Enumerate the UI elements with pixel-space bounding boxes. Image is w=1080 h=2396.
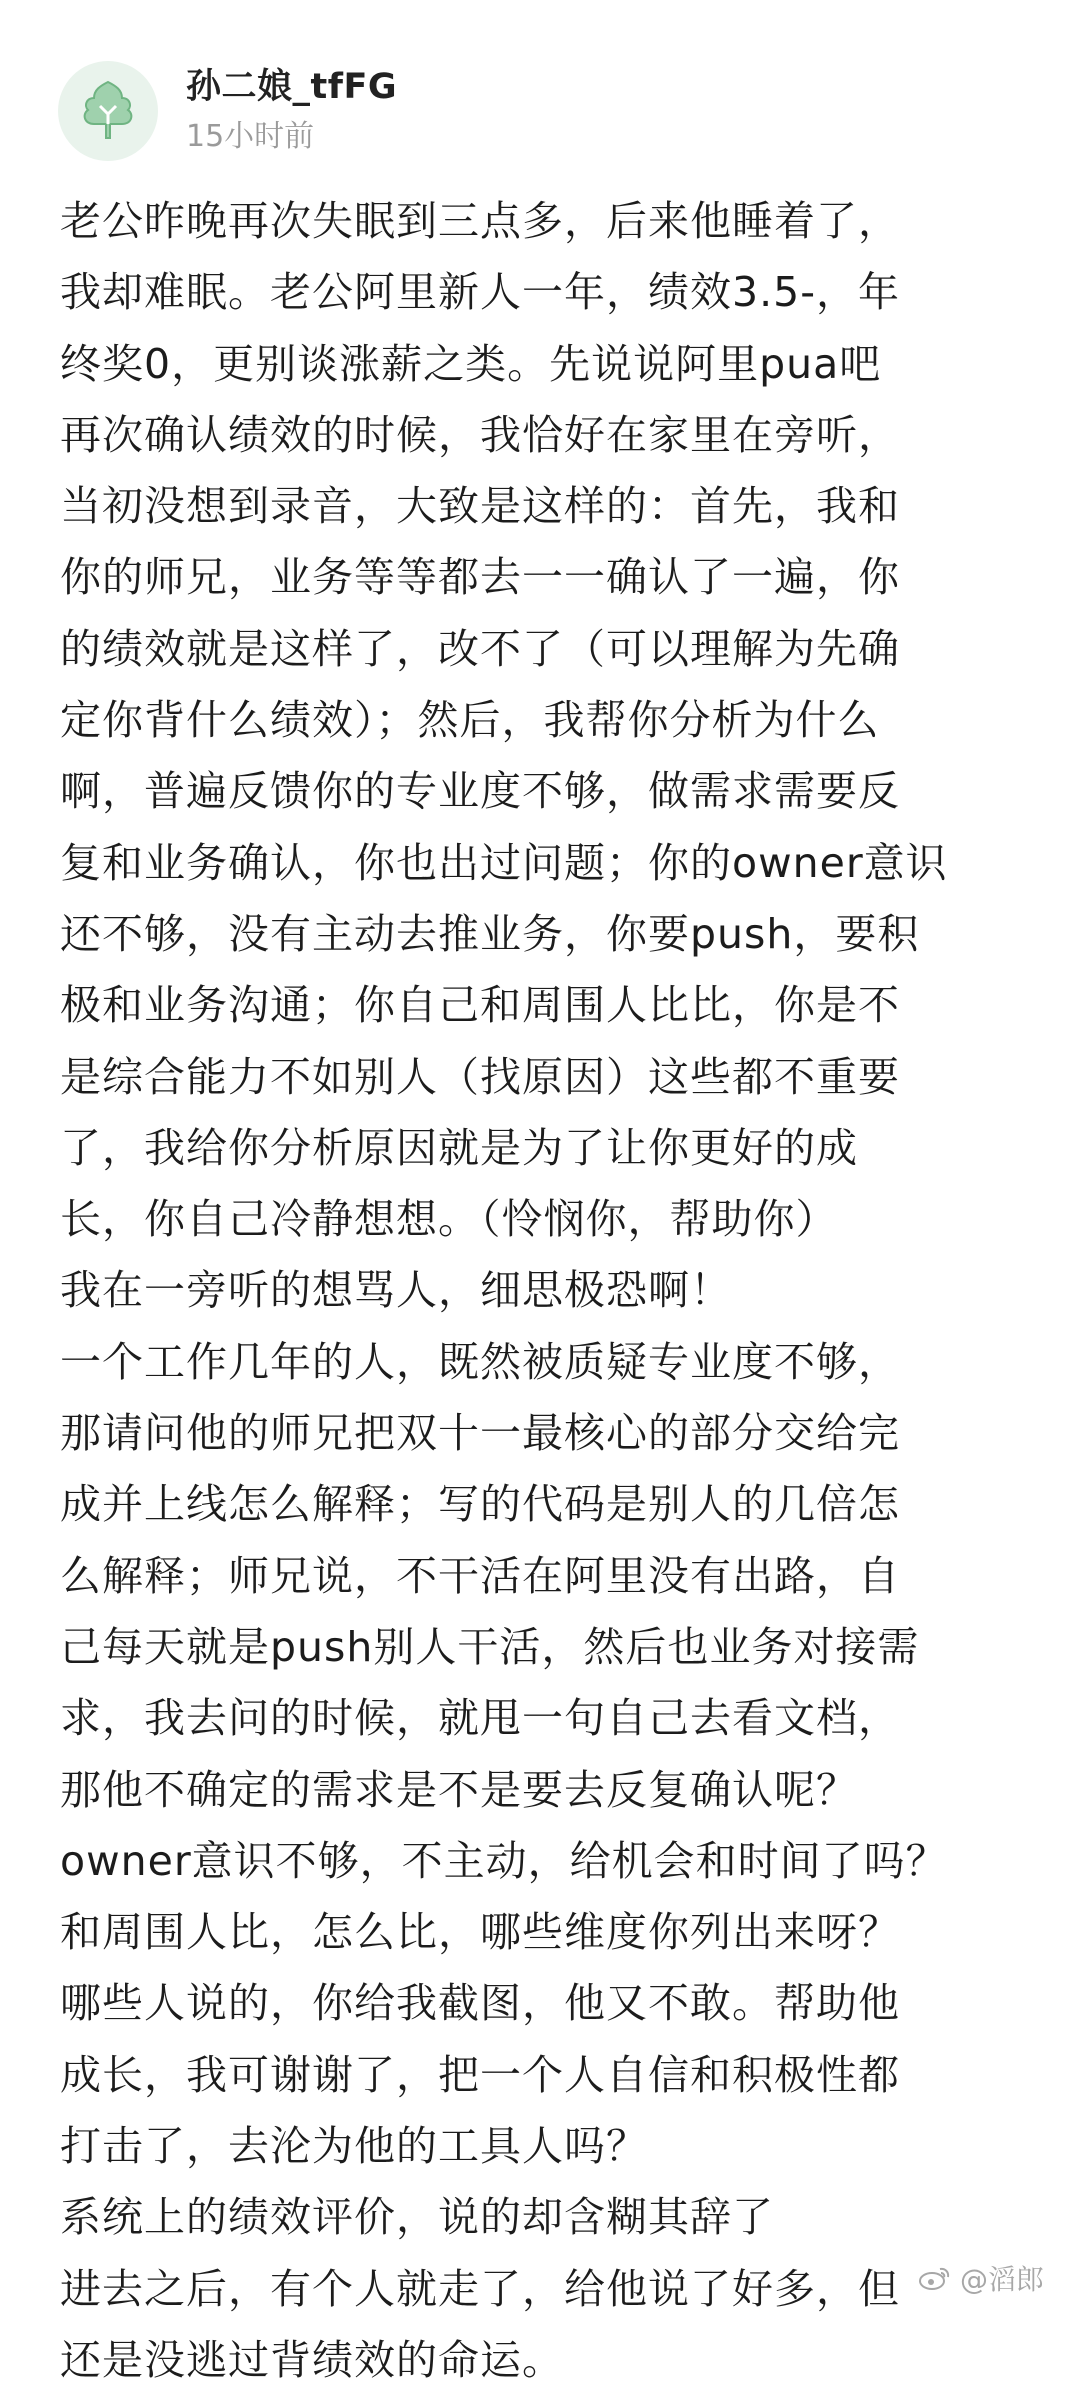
- watermark-text: @滔郎: [959, 2263, 1044, 2296]
- post-line: 老公昨晚再次失眠到三点多，后来他睡着了，: [60, 197, 900, 245]
- username[interactable]: 孙二娘_tfFG: [186, 67, 398, 107]
- post-line: 终奖0，更别谈涨薪之类。先说说阿里pua吧: [60, 339, 882, 388]
- post-line: 你的师兄，业务等等都去一一确认了一遍，你: [60, 553, 900, 602]
- user-meta: [186, 63, 397, 159]
- post-line: 那请问他的师兄把双十一最核心的部分交给完: [60, 1409, 900, 1458]
- post-line: 哪些人说的，你给我截图，他又不敢。帮助他: [60, 1979, 900, 2028]
- post-line: 再次确认绩效的时候，我恰好在家里在旁听，: [60, 410, 900, 459]
- post-line: 啊，普遍反馈你的专业度不够，做需求需要反: [60, 767, 900, 816]
- post-line: 还不够，没有主动去推业务，你要push，要积: [60, 909, 920, 958]
- post-line: 还是没逃过背绩效的命运。: [60, 2335, 564, 2384]
- post-body: [60, 186, 1060, 2396]
- post-line: 我却难眠。老公阿里新人一年，绩效3.5-，年: [60, 268, 900, 317]
- post-line: 打击了，去沦为他的工具人吗？: [60, 2122, 648, 2171]
- post-line: 进去之后，有个人就走了，给他说了好多，但: [60, 2264, 900, 2313]
- post-line: 当初没想到录音，大致是这样的：首先，我和: [60, 482, 900, 531]
- weibo-icon: [918, 2264, 952, 2292]
- post-line: 了，我给你分析原因就是为了让你更好的成: [60, 1123, 858, 1172]
- post-line: 那他不确定的需求是不是要去反复确认呢？: [60, 1765, 858, 1814]
- post-line: 是综合能力不如别人（找原因）这些都不重要: [60, 1052, 900, 1101]
- post-line: 和周围人比，怎么比，哪些维度你列出来呀？: [60, 1908, 900, 1957]
- post-line: 定你背什么绩效）；然后，我帮你分析为什么: [60, 696, 880, 745]
- post-line: 复和业务确认，你也出过问题；你的owner意识: [60, 838, 948, 887]
- post-line: 一个工作几年的人，既然被质疑专业度不够，: [60, 1337, 900, 1386]
- post-line: 么解释；师兄说，不干活在阿里没有出路，自: [60, 1551, 900, 1600]
- post-line: owner意识不够，不主动，给机会和时间了吗？: [60, 1836, 948, 1885]
- post-line: 系统上的绩效评价，说的却含糊其辞了: [60, 2193, 774, 2242]
- post-line: 极和业务沟通；你自己和周围人比比，你是不: [60, 981, 900, 1030]
- post-line: 长，你自己冷静想想。（怜悯你，帮助你）: [60, 1195, 838, 1244]
- avatar[interactable]: [58, 61, 158, 161]
- post-line: 成长，我可谢谢了，把一个人自信和积极性都: [60, 2050, 900, 2099]
- leaf-icon: [76, 76, 140, 146]
- post-line: 己每天就是push别人干活，然后也业务对接需: [60, 1622, 920, 1671]
- post-header: [58, 56, 397, 166]
- post-line: 我在一旁听的想骂人，细思极恐啊！: [60, 1266, 732, 1315]
- post-line: 成并上线怎么解释；写的代码是别人的几倍怎: [60, 1480, 900, 1529]
- post-line: 求，我去问的时候，就甩一句自己去看文档，: [60, 1694, 900, 1743]
- post-line: 的绩效就是这样了，改不了（可以理解为先确: [60, 624, 900, 673]
- watermark: [918, 2258, 1044, 2298]
- post-time: 15小时前: [186, 119, 315, 154]
